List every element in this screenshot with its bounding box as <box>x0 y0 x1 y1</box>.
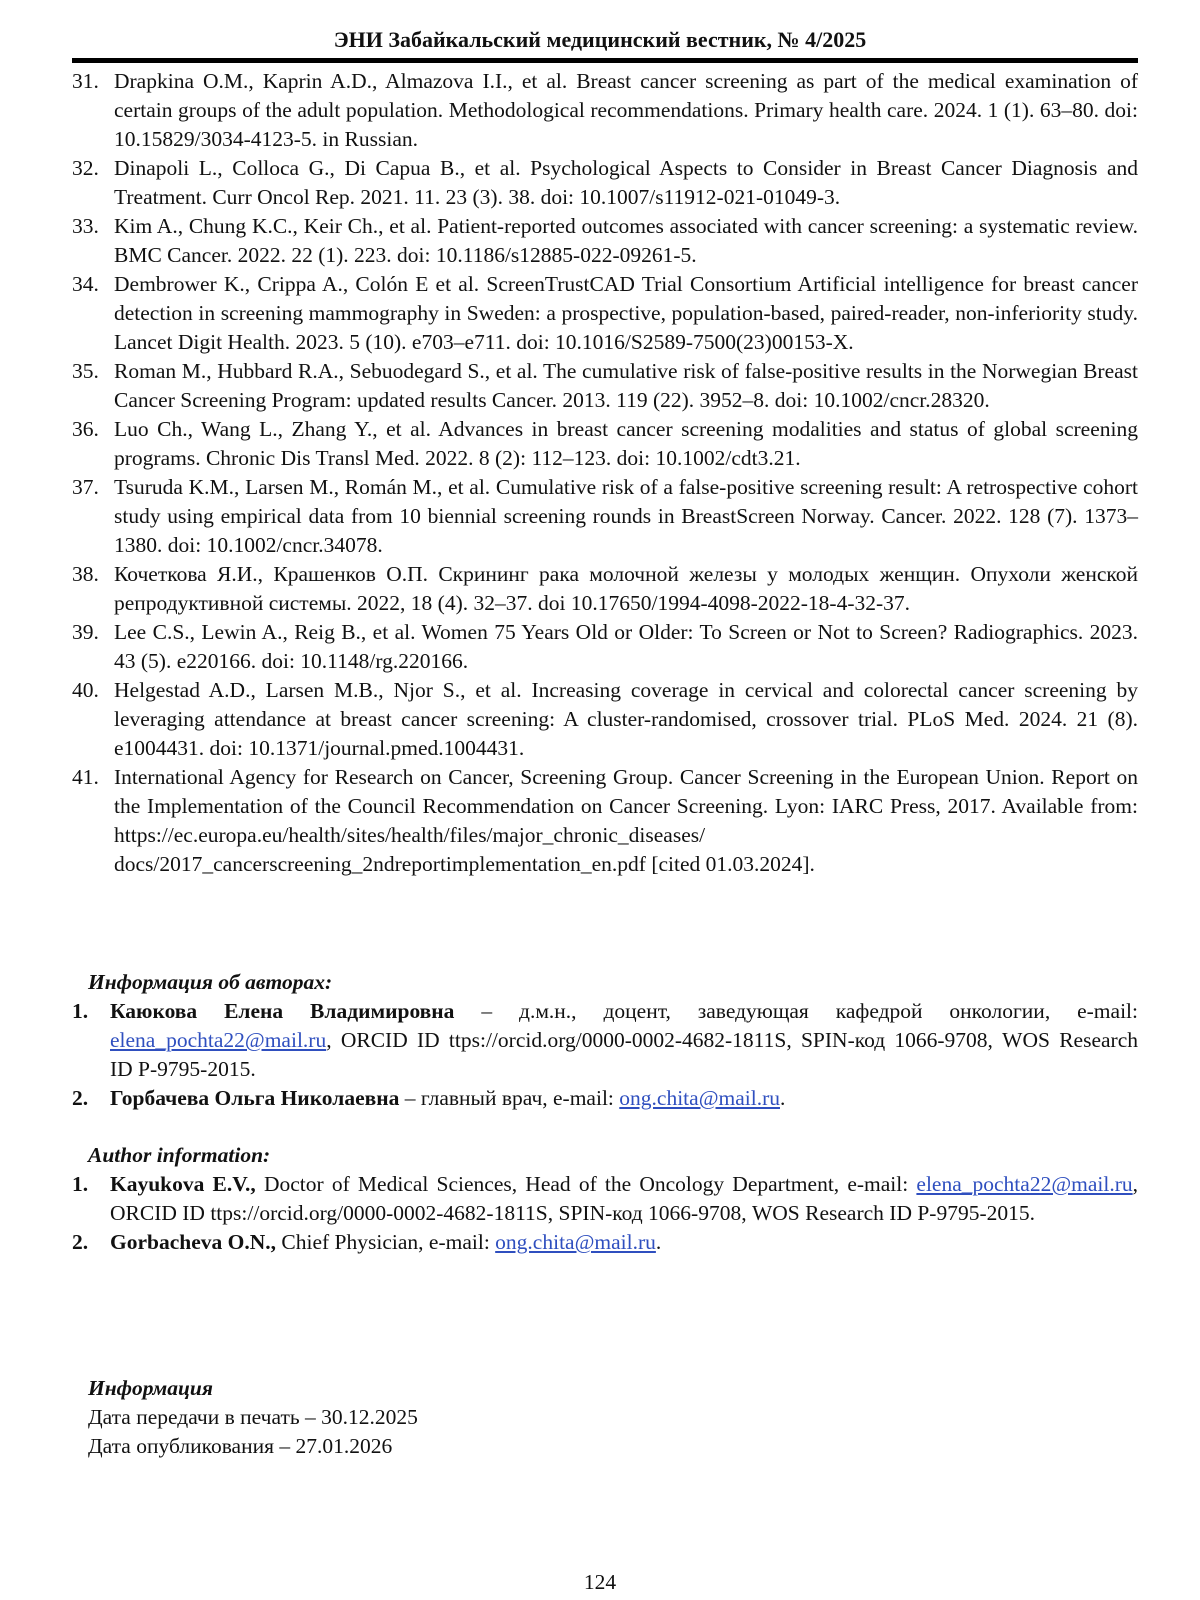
author-item <box>72 1228 1138 1257</box>
author-name: Горбачева Ольга Николаевна <box>110 1086 400 1110</box>
author-description: Chief Physician, e-mail: <box>276 1230 496 1254</box>
reference-text: International Agency for Research on Cancer, Screening Group. Cancer Screening in the European Union. Report on the Implementation of the Council Recommendation on Cancer Screening. Lyon: IARC Press, 2017. Available from: https://ec.europa.eu/health/sites/health/files/major_chronic_diseases/ docs/2017_cancerscreening_2ndreportimplementation_en.pdf [cited 01.03.2024]. <box>114 765 1138 876</box>
reference-text: Кочеткова Я.И., Крашенков О.П. Скрининг рака молочной железы у молодых женщин. Опухоли женской репродуктивной системы. 2022, 18 (4). 32–37. doi 10.17650/1994-4098-2022-18-4-32-37. <box>114 562 1138 615</box>
reference-text: Tsuruda K.M., Larsen M., Román M., et al. Cumulative risk of a false-positive screening result: A retrospective cohort study using empirical data from 10 biennial screening rounds in BreastScreen Norway. Cancer. 2022. 128 (7). 1373–1380. doi: 10.1002/cncr.34078. <box>114 475 1138 557</box>
author-name: Kayukova E.V., <box>110 1172 256 1196</box>
reference-number: 37. <box>72 475 99 499</box>
author-number: 2. <box>72 1086 89 1110</box>
author-name: Gorbacheva O.N., <box>110 1230 277 1254</box>
reference-number: 38. <box>72 562 99 586</box>
reference-text: Lee C.S., Lewin A., Reig B., et al. Women 75 Years Old or Older: To Screen or Not to Screen? Radiographics. 2023. 43 (5). e220166. doi: 10.1148/rg.220166. <box>114 620 1138 673</box>
reference-text: Dinapoli L., Colloca G., Di Capua B., et al. Psychological Aspects to Consider in Breast Cancer Diagnosis and Treatment. Curr Oncol Rep. 2021. 11. 23 (3). 38. doi: 10.1007/s11912-021-01049-3. <box>114 156 1138 209</box>
reference-number: 34. <box>72 272 99 296</box>
authors-en-list <box>72 1170 1138 1257</box>
author-email-link[interactable]: elena_pochta22@mail.ru <box>916 1172 1133 1196</box>
reference-number: 40. <box>72 678 99 702</box>
reference-number: 36. <box>72 417 99 441</box>
reference-text: Drapkina O.M., Kaprin A.D., Almazova I.I., et al. Breast cancer screening as part of the medical examination of certain groups of the adult population. Methodological recommendations. Primary health care. 2024. 1 (1). 63–80. doi: 10.15829/3034-4123-5. in Russian. <box>114 69 1138 151</box>
author-description: Doctor of Medical Sciences, Head of the Oncology Department, e-mail: <box>255 1172 917 1196</box>
header-rule <box>72 58 1138 63</box>
reference-item <box>72 473 1138 560</box>
author-item <box>72 1170 1138 1228</box>
author-email-link[interactable]: ong.chita@mail.ru <box>619 1086 780 1110</box>
reference-number: 35. <box>72 359 99 383</box>
reference-number: 41. <box>72 765 99 789</box>
reference-item <box>72 415 1138 473</box>
reference-item <box>72 270 1138 357</box>
author-details: . <box>655 1230 662 1254</box>
reference-number: 31. <box>72 69 99 93</box>
author-number: 1. <box>72 999 89 1023</box>
author-email-link[interactable]: elena_pochta22@mail.ru <box>110 1028 327 1052</box>
publication-info <box>88 1374 418 1461</box>
author-description: – главный врач, e-mail: <box>399 1086 620 1110</box>
author-number: 1. <box>72 1172 89 1196</box>
reference-item <box>72 618 1138 676</box>
author-details: . <box>780 1086 786 1110</box>
reference-text: Roman M., Hubbard R.A., Sebuodegard S., et al. The cumulative risk of false-positive results in the Norwegian Breast Cancer Screening Program: updated results Cancer. 2013. 119 (22). 3952–8. doi: 10.1002/cncr.28320. <box>114 359 1138 412</box>
reference-list <box>72 67 1138 879</box>
reference-text: Dembrower K., Crippa A., Colón E et al. ScreenTrustCAD Trial Consortium Artificial intelligence for breast cancer detection in screening mammography in Sweden: a prospective, population-based, paired-reader, non-inferiority study. Lancet Digit Health. 2023. 5 (10). e703–e711. doi: 10.1016/S2589-7500(23)00153-X. <box>114 272 1138 354</box>
author-number: 2. <box>72 1230 89 1254</box>
reference-item <box>72 676 1138 763</box>
journal-header-title: ЭНИ Забайкальский медицинский вестник, № 4/2025 <box>333 27 867 52</box>
author-details: , ORCID ID ttps://orcid.org/0000-0002-4682-1811S, SPIN-код 1066-9708, WOS Research ID P-9795-2015. <box>110 1172 1138 1225</box>
reference-item <box>72 212 1138 270</box>
authors-ru-list <box>72 997 1138 1113</box>
author-name: Каюкова Елена Владимировна <box>110 999 455 1023</box>
author-item <box>72 1084 1138 1113</box>
reference-text: Kim A., Chung K.C., Keir Ch., et al. Patient-reported outcomes associated with cancer screening: a systematic review. BMC Cancer. 2022. 22 (1). 223. doi: 10.1186/s12885-022-09261-5. <box>114 214 1138 267</box>
reference-number: 39. <box>72 620 99 644</box>
reference-item <box>72 357 1138 415</box>
reference-text: Helgestad A.D., Larsen M.B., Njor S., et al. Increasing coverage in cervical and colorectal cancer screening by leveraging attendance at breast cancer screening: A cluster-randomised, crossover trial. PLoS Med. 2024. 21 (8). e1004431. doi: 10.1371/journal.pmed.1004431. <box>114 678 1138 760</box>
author-description: – д.м.н., доцент, заведующая кафедрой онкологии, e-mail: <box>454 999 1138 1023</box>
author-item <box>72 997 1138 1084</box>
reference-number: 32. <box>72 156 99 180</box>
page-number: 124 <box>583 1570 617 1594</box>
publish-date: Дата опубликования – 27.01.2026 <box>88 1434 393 1458</box>
author-details: , ORCID ID ttps://orcid.org/0000-0002-4682-1811S, SPIN-код 1066-9708, WOS Research ID P-9795-2015. <box>110 1028 1138 1081</box>
reference-number: 33. <box>72 214 99 238</box>
print-date: Дата передачи в печать – 30.12.2025 <box>88 1405 418 1429</box>
reference-item <box>72 154 1138 212</box>
publication-info-title: Информация <box>88 1376 213 1400</box>
author-email-link[interactable]: ong.chita@mail.ru <box>495 1230 656 1254</box>
reference-item <box>72 67 1138 154</box>
reference-item <box>72 763 1138 879</box>
authors-en-heading: Author information: <box>88 1143 271 1167</box>
authors-ru-heading: Информация об авторах: <box>88 970 333 994</box>
reference-text: Luo Ch., Wang L., Zhang Y., et al. Advances in breast cancer screening modalities and status of global screening programs. Chronic Dis Transl Med. 2022. 8 (2): 112–123. doi: 10.1002/cdt3.21. <box>114 417 1138 470</box>
reference-item <box>72 560 1138 618</box>
